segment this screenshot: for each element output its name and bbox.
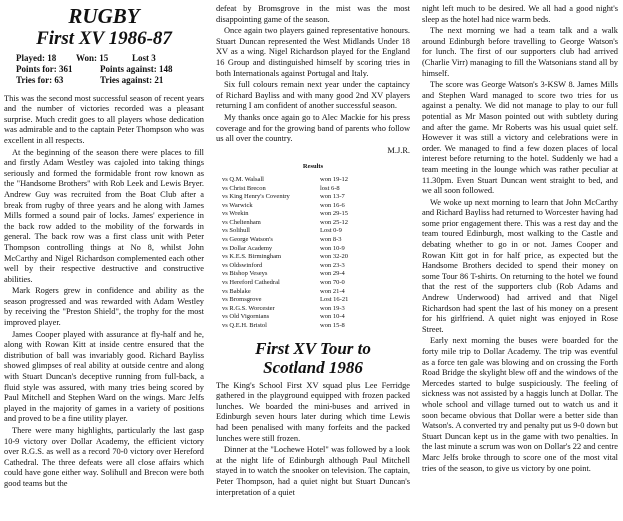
- results-score: won 8-3: [320, 236, 342, 244]
- results-opponent: vs Bromsgrove: [222, 296, 262, 304]
- report-paragraph: James Cooper played with assurance at fly-half and he, along with Rowan Kitt at inside centre ensured that the distribution of ball was invariably good. Richard Bayliss showed glimpses of real ability at outside centre and along with Stuart Duncan's deceptive running from full-back, a fluid style was assured, with many tries being scored by Paul Mitchell and Stephen Ward on the wings. Marc Jelfs played in the majority of games in a variety of positions and proved to be a fine utility player.: [4, 329, 204, 424]
- report-signature: M.J.R.: [387, 145, 410, 155]
- results-row: [222, 270, 348, 279]
- results-opponent: vs George Watson's: [222, 236, 273, 244]
- results-score: won 25-12: [320, 218, 348, 226]
- results-opponent: vs Cheltenham: [222, 218, 261, 226]
- report-paragraph: There were many highlights, particularly the last gasp 10-9 victory over Dollar Academy, the efficient victory over R.G.S. as well as a record 70-0 victory over Hereford Cathedral. The three defeats were all close affairs which could have gone either way. Solihull and Brecon were both good teams but the: [4, 426, 204, 488]
- page-title: RUGBY: [68, 4, 140, 28]
- results-score: won 16-6: [320, 201, 345, 209]
- tour-title-line-1: First XV Tour to: [255, 338, 371, 358]
- report-paragraph: Mark Rogers grew in confidence and ability as the season progressed and was rewarded with Adam Westley by receiving the "Preston Shield", the trophy for the most improved player.: [4, 286, 204, 328]
- results-opponent: vs Hereford Cathedral: [222, 279, 280, 287]
- results-row: [222, 253, 348, 262]
- results-opponent: vs Wrekin: [222, 210, 249, 218]
- results-row: [222, 193, 348, 202]
- results-opponent: vs Dollar Academy: [222, 244, 273, 252]
- results-row: [222, 313, 348, 322]
- tour-paragraph: Dinner at the "Lochewe Hotel" was followed by a look at the night life of Edinburgh although Paul Mitchell stayed in to watch the snooker on television. The captain, Peter Thompson, had a quiet night but Stuart Duncan's interpretation of a quiet: [216, 445, 410, 497]
- column-3: [422, 4, 618, 475]
- results-score: won 19-12: [320, 175, 348, 183]
- results-score: won 21-4: [320, 287, 345, 295]
- results-score: won 10-9: [320, 244, 345, 252]
- results-row: [222, 305, 348, 314]
- tour-paragraph: Early next morning the buses were boarded for the forty mile trip to Dollar Academy. The trip was eventful as a force ten gale was blowing and on crossing the Forth Road Bridge the skylight blew off and the windows of the Mercedes started to bulge suspiciously. The feeling of sickness was not assisted by a haggis lunch at Dollar. The whole school and village turned out to watch us and it soon became obvious that Dollar were a better side than Watson's. A converted try and penalty put us 9-0 down but Stuart Duncan kept us in the game with two penalties. In the last minute a scrum was won on Dollar's 22 and centre Marc Jelfs broke through to score one of the most vital tries of the season, to give us victory by one point.: [422, 336, 618, 473]
- results-row: [222, 219, 348, 228]
- report-paragraph: Six full colours remain next year under the captaincy of Richard Bayliss and with many good 2nd XV players returning I am confident of another successful season.: [216, 80, 410, 111]
- results-score: Lost 0-9: [320, 227, 342, 235]
- tour-paragraph: We woke up next morning to learn that John McCarthy and Richard Bayliss had returned to Worcester having had some prior engagement there. This was a rest day and the team toured Edinburgh, most walking to the Castle and debating whether to go in or not. James Cooper and Rowan Kitt got in for half price, as expected but the Handsome Brothers decided to spend their money on some Tour 86 T-shirts. On returning to the hotel we found that the rest of the supporters club (Rob Adams and Andrew Underwood) had arrived and that Nigel Richardson had spent the last of his money on a present for his girlfriend. A quiet night was enjoyed in Rose Street.: [422, 197, 618, 334]
- column-1: [4, 4, 204, 491]
- results-row: [222, 227, 348, 236]
- stat-tries-against: Tries against: 21: [100, 75, 164, 86]
- results-opponent: vs Q.E.H. Bristol: [222, 322, 267, 329]
- results-opponent: vs Bablake: [222, 287, 251, 295]
- results-row: [222, 279, 348, 288]
- results-row: [222, 202, 348, 211]
- stat-points-for: Points for: 361: [16, 64, 73, 75]
- tour-heading: [216, 339, 410, 377]
- stat-tries-for: Tries for: 63: [16, 75, 64, 86]
- results-opponent: vs Warwick: [222, 201, 253, 209]
- results-score: won 19-3: [320, 304, 345, 312]
- results-opponent: vs Christ Brecon: [222, 184, 266, 192]
- results-score: won 29-4: [320, 270, 345, 278]
- results-row: [222, 322, 348, 331]
- results-opponent: vs K.E.S. Birmingham: [222, 253, 282, 261]
- results-row: [222, 245, 348, 254]
- results-opponent: vs Oldswinford: [222, 261, 263, 269]
- results-opponent: vs Q.M. Walsall: [222, 175, 264, 183]
- report-paragraph: Once again two players gained representative honours. Stuart Duncan represented the West Midlands Under 18 XV as a wing. Nigel Richardson played for the England 16 Group and distinguished himself by scoring tries in both Internationals against Portugal and Italy.: [216, 26, 410, 78]
- results-score: lost 6-8: [320, 184, 340, 192]
- results-score: won 15-8: [320, 322, 345, 329]
- results-row: [222, 210, 348, 219]
- results-score: won 29-15: [320, 210, 348, 218]
- stat-won: Won: 15: [76, 53, 109, 63]
- results-score: won 13-7: [320, 193, 345, 201]
- results-opponent: vs Solihull: [222, 227, 250, 235]
- results-opponent: vs King Henry's Coventry: [222, 193, 290, 201]
- results-score: won 23-3: [320, 261, 345, 269]
- results-row: [222, 288, 348, 297]
- results-opponent: vs Old Vigornians: [222, 313, 270, 321]
- results-score: Lost 16-21: [320, 296, 349, 304]
- results-row: [222, 296, 348, 305]
- results-heading: Results: [302, 163, 324, 171]
- page-subtitle: First XV 1986-87: [36, 28, 172, 49]
- season-stats: [16, 53, 204, 87]
- stat-played: Played: 18: [16, 53, 57, 63]
- report-paragraph: At the beginning of the season there were places to fill and firstly Adam Westley was cajoled into taking things seriously and formed the formidable front row known as the "Handsome Brothers" with Rob Leek and Lewis Bryer. Andrew Guy was recruited from the Boat Club after a break from rugby of three years and he along with James Mills formed a sound pair of locks. James' experience in the back row added to the mobility of the forwards in general. The back row was a first class unit with Peter Thompson controlling things at No 8, whilst John McCarthy and Nigel Richardson complemented each other well by their respective destructive and constructive abilities.: [4, 147, 204, 284]
- results-table: [222, 176, 348, 331]
- report-paragraph: defeat by Bromsgrove in the mist was the most disappointing game of the season.: [216, 4, 410, 24]
- column-2: [216, 4, 410, 499]
- tour-title-line-2: Scotland 1986: [263, 357, 363, 377]
- report-paragraph: My thanks once again go to Alec Mackie for his press coverage and for the growing band of parents who follow us all over the country.: [216, 112, 410, 144]
- results-score: won 10-4: [320, 313, 345, 321]
- tour-paragraph: The score was George Watson's 3-KSW 8. James Mills and Stephen Ward managed to score two tries for us against a penalty. We did not manage to play to our full potential as Mr Mason pointed out with subtlety during and after the game. Mr Roberts was his usual quiet self. However it was still a victory and celebrations were in order. We managed to find a few dozen places of local interest before returning to the hotel. Suddenly we had a team meeting in the lounge which was rather peculiar at 11.30pm. Even Stuart Duncan went straight to bed, and we all soon followed.: [422, 80, 618, 196]
- stat-lost: Lost 3: [132, 53, 156, 63]
- tour-paragraph: night left much to be desired. We all had a good night's sleep as the hotel had nice warm beds.: [422, 4, 618, 24]
- results-row: [222, 262, 348, 271]
- results-row: [222, 185, 348, 194]
- results-opponent: vs Bishop Veseys: [222, 270, 268, 278]
- results-row: [222, 176, 348, 185]
- results-score: won 32-20: [320, 253, 348, 261]
- tour-paragraph: The next morning we had a team talk and a walk around Edinburgh before travelling to George Watson's for lunch. The first of our supporters club had arrived (Charlie Virr) managing to fill the Watsonians stand all by himself.: [422, 26, 618, 78]
- stat-points-against: Points against: 148: [100, 64, 173, 75]
- results-score: won 70-0: [320, 279, 345, 287]
- tour-paragraph: The King's School First XV squad plus Lee Ferridge gathered in the playground equipped with frozen packed lunches. We boarded the mini-buses and arrived in Edinburgh seven hours later during which time Lewis had been penalised with many forfeits and the packed lunches were still frozen.: [216, 380, 410, 443]
- results-opponent: vs R.G.S. Worcester: [222, 304, 275, 312]
- results-row: [222, 236, 348, 245]
- report-paragraph: This was the second most successful season of recent years and the number of victories recorded was a pleasant surprise. Much credit goes to all players whose dedication was admirable and to the captain Peter Thompson who was excellent in all respects.: [4, 93, 204, 145]
